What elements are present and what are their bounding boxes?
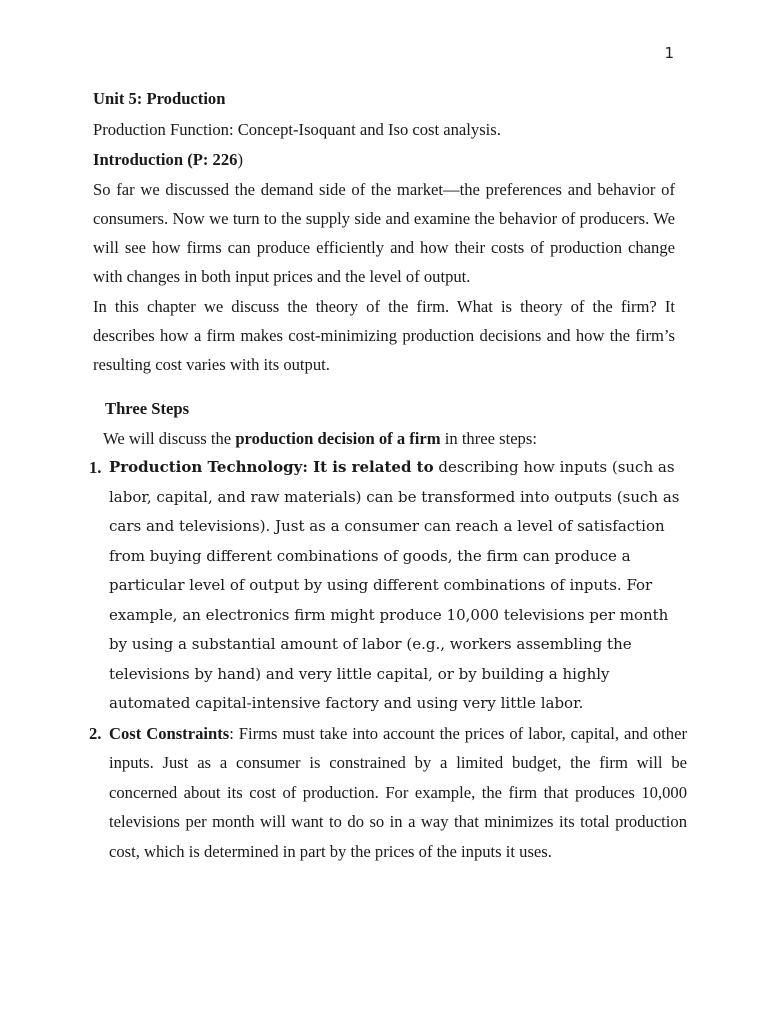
list-item	[91, 719, 687, 867]
sub-title: Production Function: Concept-Isoquant and Iso cost analysis.	[93, 119, 501, 139]
list-item-text: describing how inputs (such as labor, capital, and raw materials) can be transformed into outputs (such as cars and televisions). Just as a consumer can reach a level of satisfaction from buying different combinations of goods, the firm can produce a particular level of output by using different combinations of inputs. For example, an electronics firm might produce 10,000 televisions per month by using a substantial amount of labor (e.g., workers assembling the televisions by hand) and very little capital, or by building a highly automated capital-intensive factory and using very little labor.	[109, 458, 680, 713]
unit-title: Unit 5: Production	[93, 89, 226, 108]
three-steps-heading: Three Steps	[105, 398, 190, 418]
steps-intro-bold: production decision of a firm	[235, 428, 441, 448]
steps-list	[89, 453, 687, 866]
list-item-bold: Cost Constraints	[109, 723, 230, 743]
introduction-heading-text: Introduction (P: 226	[93, 149, 238, 169]
intro-paragraph-1: So far we discussed the demand side of the market—the preferences and behavior of consumers. Now we turn to the supply side and examine the behavior of producers. We will see how firms can produce efficiently and how their costs of production change with changes in both input prices and the level of output.	[93, 179, 675, 287]
page-number: 1	[664, 44, 674, 62]
list-item-bold: Production Technology: It is related to	[109, 458, 434, 477]
intro-paragraph-2: In this chapter we discuss the theory of the firm. What is theory of the firm? It describes how a firm makes cost-minimizing production decisions and how the firm’s resulting cost varies with its output.	[93, 296, 675, 375]
page-content	[89, 84, 687, 866]
list-item-number: 1.	[89, 458, 102, 478]
list-item-body	[109, 719, 687, 867]
list-item-text: : Firms must take into account the prices of labor, capital, and other inputs. Just as a consumer is constrained by a limited budget, the firm will be concerned about its cost of production. For example, the firm that produces 10,000 televisions per month will want to do so in a way that minimizes its total production cost, which is determined in part by the prices of the inputs it uses.	[109, 723, 687, 861]
steps-intro-before: We will discuss the	[103, 428, 236, 448]
list-item-number: 2.	[89, 723, 102, 743]
introduction-heading	[93, 145, 675, 175]
steps-intro-after: in three steps:	[440, 428, 537, 448]
list-item	[91, 453, 687, 719]
introduction-heading-tail: )	[237, 149, 243, 169]
three-steps-intro	[103, 424, 675, 454]
list-item-body	[109, 453, 687, 719]
